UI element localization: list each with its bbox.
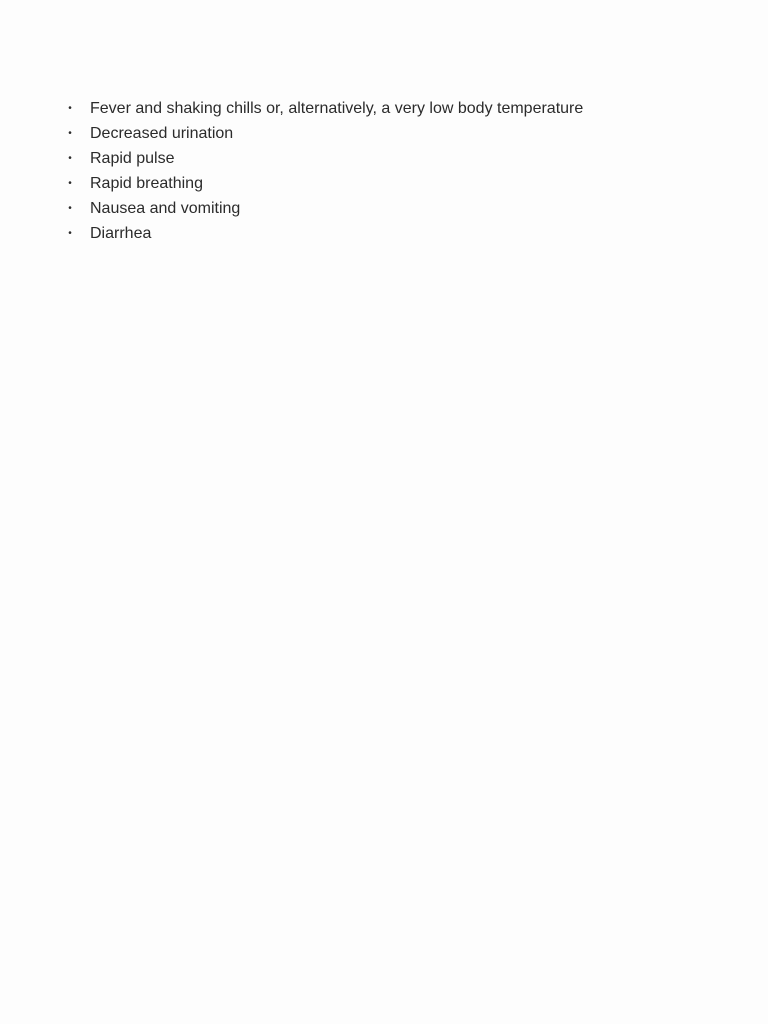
list-item bbox=[0, 196, 583, 221]
list-item bbox=[0, 96, 583, 121]
bullet-icon: • bbox=[68, 228, 72, 239]
list-item-text: Fever and shaking chills or, alternatively, a very low body temperature bbox=[90, 100, 584, 117]
list-item bbox=[0, 121, 583, 146]
list-item-text: Nausea and vomiting bbox=[90, 200, 241, 217]
list-item bbox=[0, 146, 583, 171]
list-item bbox=[0, 221, 583, 246]
bullet-icon: • bbox=[68, 178, 72, 189]
bullet-icon: • bbox=[68, 128, 72, 139]
symptom-list bbox=[0, 96, 583, 246]
list-item bbox=[0, 171, 583, 196]
bullet-icon: • bbox=[68, 153, 72, 164]
list-item-text: Diarrhea bbox=[90, 225, 152, 242]
list-item-text: Decreased urination bbox=[90, 125, 234, 142]
list-item-text: Rapid pulse bbox=[90, 150, 175, 167]
bullet-icon: • bbox=[68, 203, 72, 214]
list-item-text: Rapid breathing bbox=[90, 175, 203, 192]
bullet-icon: • bbox=[68, 103, 72, 114]
